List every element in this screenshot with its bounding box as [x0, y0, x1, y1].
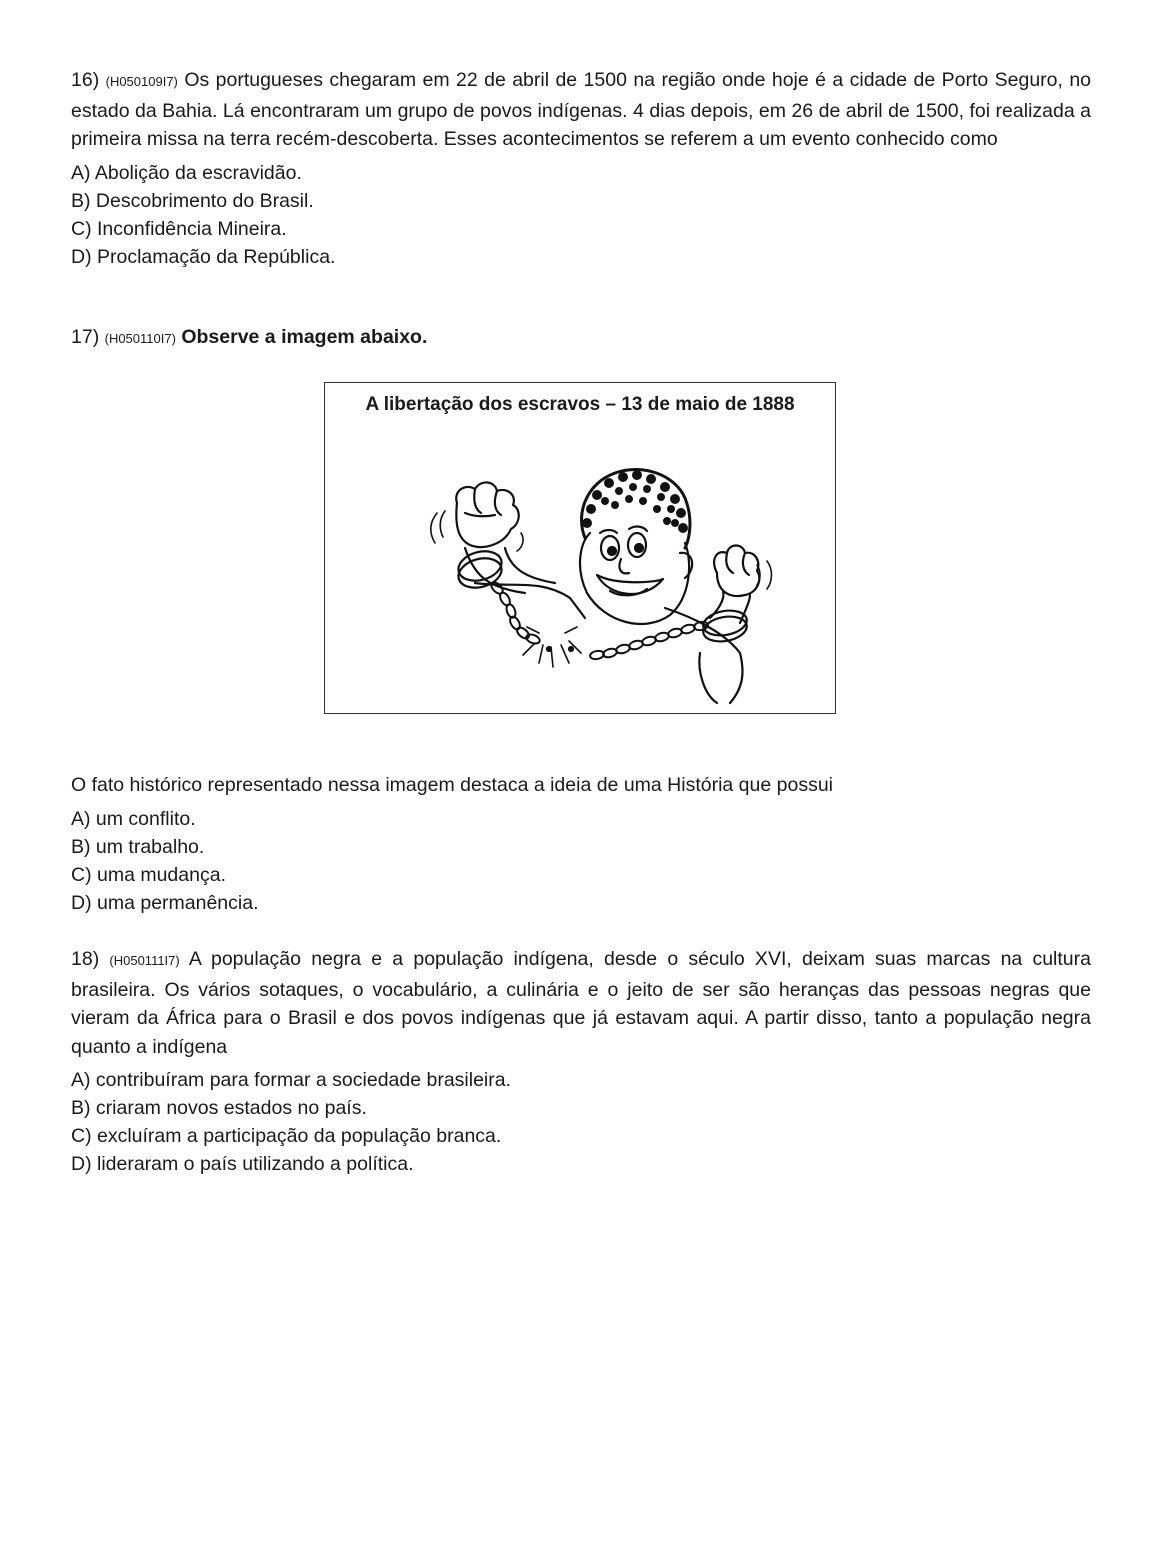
option-c[interactable]: C) uma mudança. [71, 863, 226, 886]
options-list [71, 1066, 1091, 1178]
options-list [71, 159, 1091, 271]
question-18 [71, 945, 1091, 1178]
option-b[interactable]: B) um trabalho. [71, 835, 205, 858]
option-c[interactable]: C) excluíram a participação da população branca. [71, 1125, 502, 1147]
figure-title: A libertação dos escravos – 13 de maio de 1888 [365, 394, 795, 415]
option-b[interactable]: B) criaram novos estados no país. [71, 1097, 367, 1119]
question-code: (H050109I7) [105, 74, 178, 89]
question-number: 18) [71, 948, 100, 970]
question-text: Os portugueses chegaram em 22 de abril de 1500 na região onde hoje é a cidade de Porto Seguro, no estado da Bahia. Lá encontraram um grupo de povos indígenas. 4 dias depois, em 26 de abril de 1500, foi realizada a primeira missa na terra recém-descoberta. Esses acontecimentos se referem a um evento conhecido como [71, 69, 1092, 150]
question-17-body [71, 771, 1091, 917]
question-text: Observe a imagem abaixo. [181, 326, 428, 348]
question-number: 17) [71, 326, 100, 348]
option-a[interactable]: A) um conflito. [71, 807, 196, 830]
option-d[interactable]: D) lideraram o país utilizando a política. [71, 1153, 414, 1175]
question-17-stem [71, 323, 1091, 354]
question-17-header [71, 323, 1091, 354]
question-17-prompt: O fato histórico representado nessa imagem destaca a ideia de uma História que possui [71, 774, 834, 796]
option-d[interactable]: D) uma permanência. [71, 891, 259, 914]
option-a[interactable]: A) Abolição da escravidão. [71, 161, 302, 184]
option-b[interactable]: B) Descobrimento do Brasil. [71, 189, 314, 212]
question-number: 16) [71, 69, 100, 91]
freed-slave-illustration [325, 383, 837, 715]
question-code: (H050111I7) [109, 953, 180, 968]
question-16 [71, 66, 1091, 271]
option-a[interactable]: A) contribuíram para formar a sociedade brasileira. [71, 1069, 512, 1091]
question-18-stem [71, 945, 1091, 1061]
question-text: A população negra e a população indígena, desde o século XVI, deixam suas marcas na cultura brasileira. Os vários sotaques, o vocabulário, a culinária e o jeito de ser são heranças das pessoas negras que vieram da África para o Brasil e dos povos indígenas que já estavam aqui. A partir disso, tanto a população negra quanto a indígena [71, 948, 1091, 1058]
question-16-stem [71, 66, 1091, 154]
figure-box [324, 382, 836, 714]
options-list [71, 805, 1091, 917]
option-c[interactable]: C) Inconfidência Mineira. [71, 217, 287, 240]
question-code: (H050110I7) [104, 331, 176, 346]
option-d[interactable]: D) Proclamação da República. [71, 245, 336, 268]
